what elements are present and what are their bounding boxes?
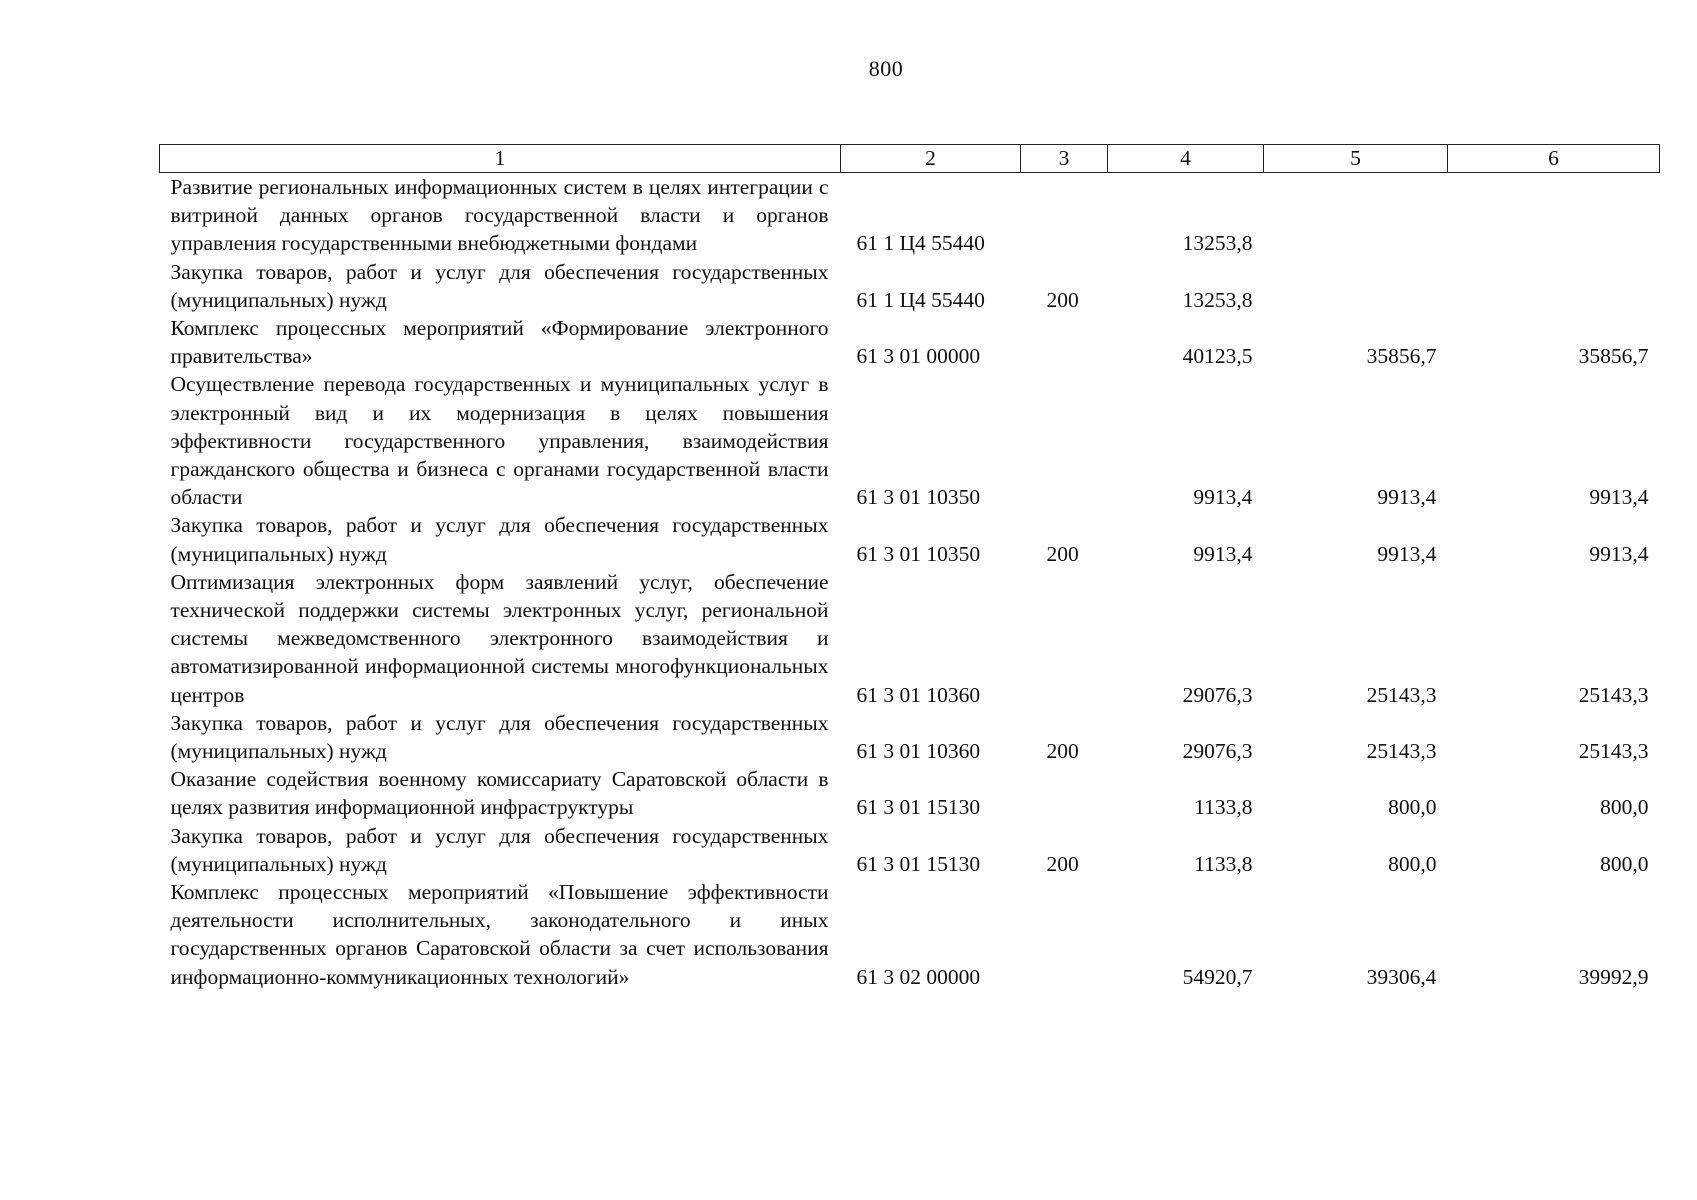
row-amount-2 [1264,173,1448,258]
row-expense-type: 200 [1046,739,1079,764]
row-expense-type: 200 [1046,541,1079,566]
row-amount-1: 29076,3 [1182,682,1253,707]
row-amount-3: 39992,9 [1578,964,1649,989]
row-target-code: 61 3 01 10360 [856,682,981,707]
row-expense-type: 200 [1046,851,1079,876]
table-header [160,145,1660,173]
row-amount-3: 9913,4 [1589,541,1649,566]
row-amount-2: 25143,3 [1366,739,1437,764]
row-target-code: 61 1 Ц4 55440 [856,287,985,312]
row-target-code: 61 3 01 10350 [856,541,981,566]
table-row [160,709,1660,765]
row-name: Осуществление перевода государственных и муниципальных услуг в электронный вид и их модернизация в целях повышения эффективности государственного управления, взаимодействия гражданского общества и бизнеса с органами государственной власти области [170,372,829,510]
row-target-code: 61 3 02 00000 [856,964,981,989]
row-amount-2: 25143,3 [1366,682,1437,707]
table-row [160,765,1660,821]
column-header-expense-type: 3 [1021,145,1108,173]
row-amount-3: 25143,3 [1578,739,1649,764]
row-amount-2: 9913,4 [1377,541,1437,566]
row-name: Закупка товаров, работ и услуг для обеспечения государственных (муниципальных) нужд [170,513,829,566]
row-amount-1: 29076,3 [1182,739,1253,764]
table-row [160,173,1660,258]
table-row [160,878,1660,991]
row-expense-type [1021,568,1108,709]
row-amount-3 [1448,258,1660,314]
row-amount-3: 9913,4 [1589,485,1649,510]
table-body [160,173,1660,991]
row-name: Оказание содействия военному комиссариату Саратовской области в целях развития информационной инфраструктуры [170,767,829,820]
row-amount-2: 9913,4 [1377,485,1437,510]
table-row [160,822,1660,878]
row-amount-3: 800,0 [1600,851,1649,876]
row-amount-1: 40123,5 [1182,344,1253,369]
column-header-code: 2 [841,145,1021,173]
row-amount-2: 800,0 [1388,795,1437,820]
page-number: 800 [868,56,904,81]
column-header-amount-3: 6 [1448,145,1660,173]
row-amount-2: 39306,4 [1366,964,1437,989]
row-amount-3: 35856,7 [1578,344,1649,369]
row-amount-1: 9913,4 [1193,485,1253,510]
table-row [160,568,1660,709]
column-header-amount-1: 4 [1108,145,1264,173]
row-amount-3: 25143,3 [1578,682,1649,707]
row-name: Развитие региональных информационных систем в целях интеграции с витриной данных органов государственной власти и органов управления государственными внебюджетными фондами [170,175,829,256]
row-name: Комплекс процессных мероприятий «Повышение эффективности деятельности исполнительных, законодательного и иных государственных органов Саратовской области за счет использования информационно-коммуникационных технологий» [170,880,829,989]
row-name: Закупка товаров, работ и услуг для обеспечения государственных (муниципальных) нужд [170,710,829,764]
row-amount-2: 35856,7 [1366,344,1437,369]
table-row [160,370,1660,511]
budget-table [159,144,1660,991]
row-target-code: 61 1 Ц4 55440 [856,231,985,256]
row-target-code: 61 3 01 00000 [856,344,981,369]
row-target-code: 61 3 01 15130 [856,795,981,820]
row-target-code: 61 3 01 15130 [856,851,981,876]
row-expense-type [1021,765,1108,821]
row-amount-3: 800,0 [1600,795,1649,820]
row-name: Закупка товаров, работ и услуг для обеспечения государственных (муниципальных) нужд [170,823,829,876]
row-expense-type [1021,370,1108,511]
header-row [160,145,1660,173]
row-amount-1: 13253,8 [1182,231,1253,256]
row-amount-2 [1264,258,1448,314]
row-amount-2: 800,0 [1388,851,1437,876]
table-row [160,314,1660,370]
row-name: Закупка товаров, работ и услуг для обеспечения государственных (муниципальных) нужд [170,259,829,312]
row-target-code: 61 3 01 10360 [856,739,981,764]
row-amount-1: 54920,7 [1182,964,1253,989]
table-row [160,511,1660,567]
row-name: Комплекс процессных мероприятий «Формирование электронного правительства» [170,316,829,369]
row-expense-type [1021,173,1108,258]
row-expense-type [1021,314,1108,370]
row-target-code: 61 3 01 10350 [856,485,981,510]
row-amount-1: 1133,8 [1194,851,1253,876]
row-amount-3 [1448,173,1660,258]
row-expense-type: 200 [1046,287,1079,312]
row-amount-1: 9913,4 [1193,541,1253,566]
row-amount-1: 13253,8 [1182,287,1253,312]
row-expense-type [1021,878,1108,991]
row-name: Оптимизация электронных форм заявлений услуг, обеспечение технической поддержки системы электронных услуг, региональной системы межведомственного электронного взаимодействия и автоматизированной информационной системы многофункциональных центров [170,569,829,707]
column-header-name: 1 [160,145,841,173]
row-amount-1: 1133,8 [1194,795,1253,820]
table-row [160,258,1660,314]
column-header-amount-2: 5 [1264,145,1448,173]
